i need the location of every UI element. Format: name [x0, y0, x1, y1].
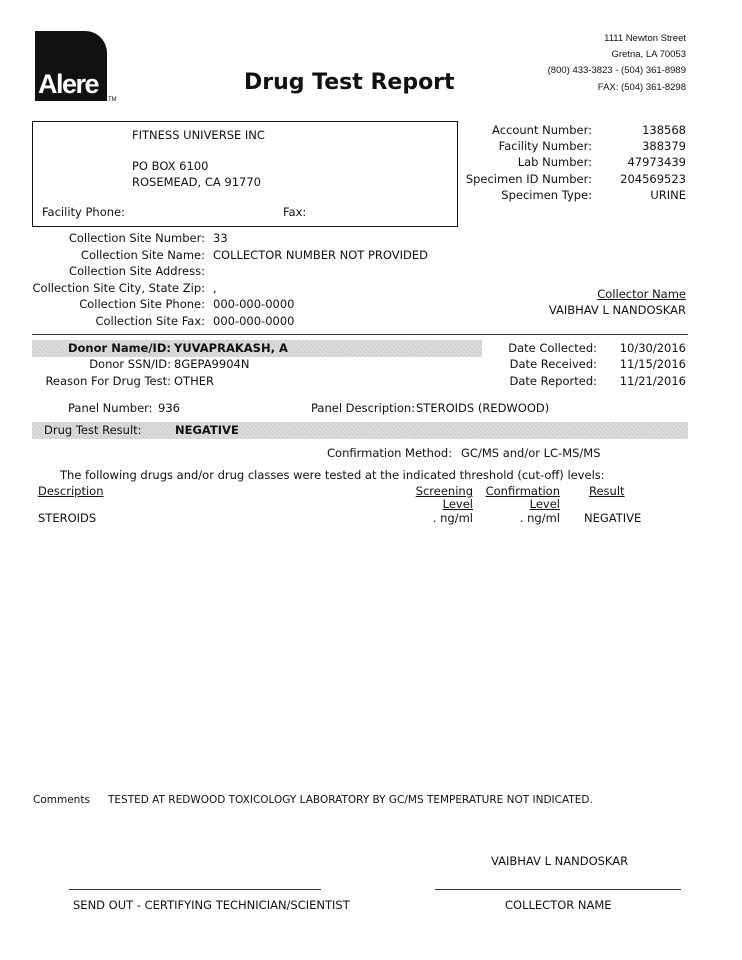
- date-collected-label: Date Collected:: [508, 341, 597, 355]
- confirmation-label: Confirmation Method:: [327, 446, 453, 460]
- col-confirmation-level: Level: [529, 497, 560, 511]
- date-received-label: Date Received:: [509, 357, 597, 371]
- site-fax-value: 000-000-0000: [213, 314, 295, 328]
- specimen-type-value: URINE: [650, 188, 686, 202]
- alere-logo: [35, 31, 107, 101]
- confirmation-value: GC/MS and/or LC-MS/MS: [461, 446, 601, 460]
- row-confirmation: . ng/ml: [519, 511, 560, 525]
- date-reported-value: 11/21/2016: [619, 374, 686, 388]
- row-screening: . ng/ml: [432, 511, 473, 525]
- site-address-label: Collection Site Address:: [69, 264, 205, 278]
- collector-name-label: Collector Name: [597, 287, 686, 301]
- page-title: Drug Test Report: [244, 70, 455, 95]
- collector-printed-name: VAIBHAV L NANDOSKAR: [491, 854, 629, 868]
- col-screening-level: Level: [442, 497, 473, 511]
- facility-number-value: 388379: [642, 139, 686, 153]
- col-result: Result: [589, 484, 625, 498]
- donor-name-value: YUVAPRAKASH, A: [174, 341, 288, 355]
- lab-phone: (800) 433-3823 - (504) 361-8989: [547, 65, 686, 76]
- account-number-value: 138568: [642, 123, 686, 137]
- lab-address-line2: Gretna, LA 70053: [611, 49, 686, 60]
- facility-number-label: Facility Number:: [498, 139, 592, 153]
- site-number-label: Collection Site Number:: [68, 231, 205, 245]
- result-value: NEGATIVE: [175, 423, 239, 437]
- panel-number-label: Panel Number:: [68, 401, 153, 415]
- specimen-id-value: 204569523: [620, 172, 686, 186]
- date-received-value: 11/15/2016: [619, 357, 686, 371]
- donor-ssn-value: 8GEPA9904N: [174, 357, 250, 371]
- site-fax-label: Collection Site Fax:: [95, 314, 205, 328]
- col-description: Description: [38, 484, 104, 498]
- col-confirmation: Confirmation: [485, 484, 560, 498]
- comments-text: TESTED AT REDWOOD TOXICOLOGY LABORATORY BY GC/MS TEMPERATURE NOT INDICATED.: [108, 794, 593, 806]
- reason-value: OTHER: [174, 374, 214, 388]
- lab-address-line1: 1111 Newton Street: [604, 33, 686, 44]
- account-number-label: Account Number:: [492, 123, 592, 137]
- date-reported-label: Date Reported:: [509, 374, 597, 388]
- site-name-value: COLLECTOR NUMBER NOT PROVIDED: [213, 248, 429, 262]
- trademark: TM: [108, 97, 117, 103]
- donor-name-label: Donor Name/ID:: [67, 341, 171, 355]
- col-screening: Screening: [415, 484, 473, 498]
- tested-intro: The following drugs and/or drug classes were tested at the indicated threshold (cut-off) levels:: [60, 468, 605, 482]
- comments-label: Comments: [33, 794, 90, 806]
- facility-fax-label: Fax:: [283, 205, 307, 219]
- site-city-label: Collection Site City, State Zip:: [32, 281, 205, 295]
- reason-label: Reason For Drug Test:: [45, 374, 171, 388]
- lab-number-value: 47973439: [627, 155, 686, 169]
- site-phone-value: 000-000-0000: [213, 297, 295, 311]
- collector-caption: COLLECTOR NAME: [505, 898, 612, 912]
- site-city-value: ,: [213, 281, 217, 295]
- panel-number-value: 936: [158, 401, 180, 415]
- technician-signature-line: [69, 889, 321, 890]
- specimen-type-label: Specimen Type:: [501, 188, 592, 202]
- result-label: Drug Test Result:: [44, 423, 142, 437]
- row-result: NEGATIVE: [584, 511, 642, 525]
- date-collected-value: 10/30/2016: [619, 341, 686, 355]
- site-phone-label: Collection Site Phone:: [79, 297, 205, 311]
- lab-fax: FAX: (504) 361-8298: [597, 82, 686, 93]
- facility-name: FITNESS UNIVERSE INC: [132, 128, 265, 142]
- panel-description-label: Panel Description:: [311, 401, 416, 415]
- technician-caption: SEND OUT - CERTIFYING TECHNICIAN/SCIENTIST: [73, 898, 350, 912]
- collector-name-value: VAIBHAV L NANDOSKAR: [548, 303, 686, 317]
- section-divider: [32, 334, 688, 335]
- site-name-label: Collection Site Name:: [80, 248, 205, 262]
- panel-description-value: STEROIDS (REDWOOD): [416, 401, 550, 415]
- collector-signature-line: [435, 889, 681, 890]
- row-description: STEROIDS: [38, 511, 97, 525]
- specimen-id-label: Specimen ID Number:: [465, 172, 592, 186]
- logo-text: Alere: [38, 69, 99, 99]
- facility-address2: ROSEMEAD, CA 91770: [132, 175, 261, 189]
- lab-number-label: Lab Number:: [517, 155, 592, 169]
- facility-address1: PO BOX 6100: [132, 159, 209, 173]
- donor-ssn-label: Donor SSN/ID:: [89, 357, 171, 371]
- site-number-value: 33: [213, 231, 228, 245]
- facility-phone-label: Facility Phone:: [42, 205, 125, 219]
